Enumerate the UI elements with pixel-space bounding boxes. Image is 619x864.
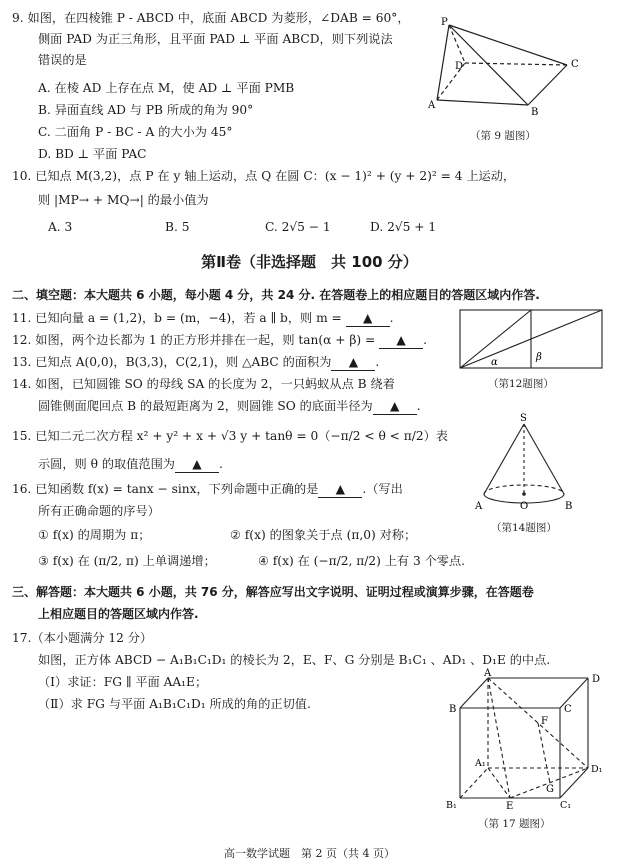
q16-prop3: ③ f(x) 在 (π/2, π) 上单调递增；	[38, 554, 216, 568]
q14-text: 圆锥侧面爬回点 B 的最短距离为 2，则圆锥 SO 的底面半径为	[38, 399, 373, 413]
fig17-label-f: F	[541, 716, 548, 727]
q11-line	[12, 310, 394, 327]
fig12-alpha: α	[491, 357, 498, 368]
q15-line1: 15. 已知二元二次方程 x² + y² + x + √3 y + tanθ = 0（−π/2 < θ < π/2）表	[12, 429, 448, 443]
q9-option-c: C. 二面角 P - BC - A 的大小为 45°	[38, 125, 233, 139]
q13-text: 13. 已知点 A(0,0)，B(3,3)，C(2,1)，则 △ABC 的面积为	[12, 355, 332, 369]
q10-option-a: A. 3	[48, 220, 73, 234]
q10-stem-line2: 则 |MP→ + MQ→| 的最小值为	[38, 193, 209, 207]
fig17-label-g: G	[546, 784, 554, 795]
q9-stem-line1: 9. 如图，在四棱锥 P - ABCD 中，底面 ABCD 为菱形，∠DAB = 60°，	[12, 11, 410, 25]
fig9-label-d: D	[455, 61, 464, 72]
fig17-label-d1: D₁	[591, 764, 603, 775]
fig17-label-e: E	[506, 801, 514, 812]
q17-part2: （Ⅱ）求 FG 与平面 A₁B₁C₁D₁ 所成的角的正切值.	[38, 697, 311, 711]
q14-line2	[38, 398, 421, 415]
fig17-label-b: B	[449, 704, 457, 715]
solve-section-heading-2: 上相应题目的答题区域内作答.	[38, 607, 199, 621]
q9-stem-line3: 错误的是	[38, 53, 87, 67]
fig14-caption: （第14题图）	[491, 522, 557, 534]
q13-period: .	[375, 355, 380, 369]
q9-option-d: D. BD ⊥ 平面 PAC	[38, 147, 147, 161]
q16-prop1: ① f(x) 的周期为 π；	[38, 528, 151, 542]
q16-line2: 所有正确命题的序号）	[38, 504, 160, 518]
fig14-label-s: S	[520, 413, 527, 424]
fig9-label-b: B	[531, 107, 539, 118]
q16-line1	[12, 481, 403, 498]
q12-period: .	[423, 333, 427, 347]
fig12-beta: β	[536, 352, 542, 363]
part2-title: 第Ⅱ卷（非选择题 共 100 分）	[201, 253, 418, 271]
fig14-cone	[474, 412, 574, 512]
fig17-cube	[440, 668, 610, 813]
q11-blank: ▲	[346, 310, 390, 327]
fig12-caption: （第12题图）	[488, 378, 554, 390]
fig9-label-p: P	[441, 17, 448, 28]
q16-blank: ▲	[318, 481, 362, 498]
fig9-label-c: C	[571, 59, 579, 70]
fig14-label-a: A	[475, 501, 483, 512]
solve-section-heading-1: 三、解答题：本大题共 6 小题，共 76 分，解答应写出文字说明、证明过程或演算步骤，在答题卷	[12, 585, 534, 599]
fig17-label-c: C	[564, 704, 572, 715]
q10-option-b: B. 5	[165, 220, 190, 234]
q10-stem-line1: 10. 已知点 M(3,2)，点 P 在 y 轴上运动，点 Q 在圆 C：(x − 1)² + (y + 2)² = 4 上运动，	[12, 169, 516, 183]
q13-line	[12, 354, 379, 371]
q17-stem: 如图，正方体 ABCD − A₁B₁C₁D₁ 的棱长为 2，E、F、G 分别是 B₁C₁ 、AD₁ 、D₁E 的中点.	[38, 653, 551, 667]
q9-stem-line2: 侧面 PAD 为正三角形，且平面 PAD ⊥ 平面 ABCD，则下列说法	[38, 32, 393, 46]
q12-text: 12. 如图，两个边长都为 1 的正方形并排在一起，则 tan(α + β) =	[12, 333, 380, 347]
fig14-label-o: O	[520, 501, 529, 512]
q11-text: 11. 已知向量 a = (1,2)，b = (m，−4)，若 a ∥ b，则 m =	[12, 311, 346, 325]
fig9-caption: （第 9 题图）	[470, 130, 536, 142]
fig9-pyramid	[425, 15, 605, 125]
q15-line2	[38, 456, 223, 473]
fill-section-heading: 二、填空题：本大题共 6 小题，每小题 4 分，共 24 分. 在答题卷上的相应题目的答题区域内作答.	[12, 288, 540, 302]
q17-part1: （Ⅰ）求证：FG ∥ 平面 AA₁E；	[38, 675, 208, 689]
fig9-label-a: A	[428, 100, 436, 111]
q10-option-c: C. 2√5 − 1	[265, 220, 331, 234]
q11-period: .	[389, 311, 394, 325]
fig14-label-b: B	[565, 501, 573, 512]
q16-prop4: ④ f(x) 在 (−π/2, π/2) 上有 3 个零点.	[258, 554, 466, 568]
fig17-label-a1: A₁	[475, 758, 486, 769]
q15-text: 示圆，则 θ 的取值范围为	[38, 457, 175, 471]
q9-option-a: A. 在棱 AD 上存在点 M，使 AD ⊥ 平面 PMB	[38, 81, 295, 95]
q17-title: 17.（本小题满分 12 分）	[12, 631, 153, 645]
fig17-label-c1: C₁	[560, 800, 572, 811]
page-footer: 高一数学试题 第 2 页（共 4 页）	[224, 847, 395, 860]
q14-line1: 14. 如图，已知圆锥 SO 的母线 SA 的长度为 2，一只蚂蚁从点 B 绕着	[12, 377, 395, 391]
q14-period: .	[416, 399, 421, 413]
q12-line	[12, 332, 427, 349]
q14-blank: ▲	[373, 398, 417, 415]
fig17-label-a: A	[484, 668, 492, 679]
q16-tail: .（写出	[362, 482, 403, 496]
fig17-caption: （第 17 题图）	[478, 818, 551, 830]
fig17-label-b1: B₁	[446, 800, 457, 811]
q15-blank: ▲	[175, 456, 219, 473]
q9-option-b: B. 异面直线 AD 与 PB 所成的角为 90°	[38, 103, 254, 117]
q16-text: 16. 已知函数 f(x) = tanx − sinx，下列命题中正确的是	[12, 482, 319, 496]
q13-blank: ▲	[331, 354, 375, 371]
q15-period: .	[218, 457, 223, 471]
fig12-squares	[458, 308, 606, 370]
q12-blank: ▲	[379, 332, 423, 349]
q16-prop2: ② f(x) 的图象关于点 (π,0) 对称；	[230, 528, 417, 542]
fig17-label-d: D	[592, 674, 601, 685]
q10-option-d: D. 2√5 + 1	[370, 220, 437, 234]
